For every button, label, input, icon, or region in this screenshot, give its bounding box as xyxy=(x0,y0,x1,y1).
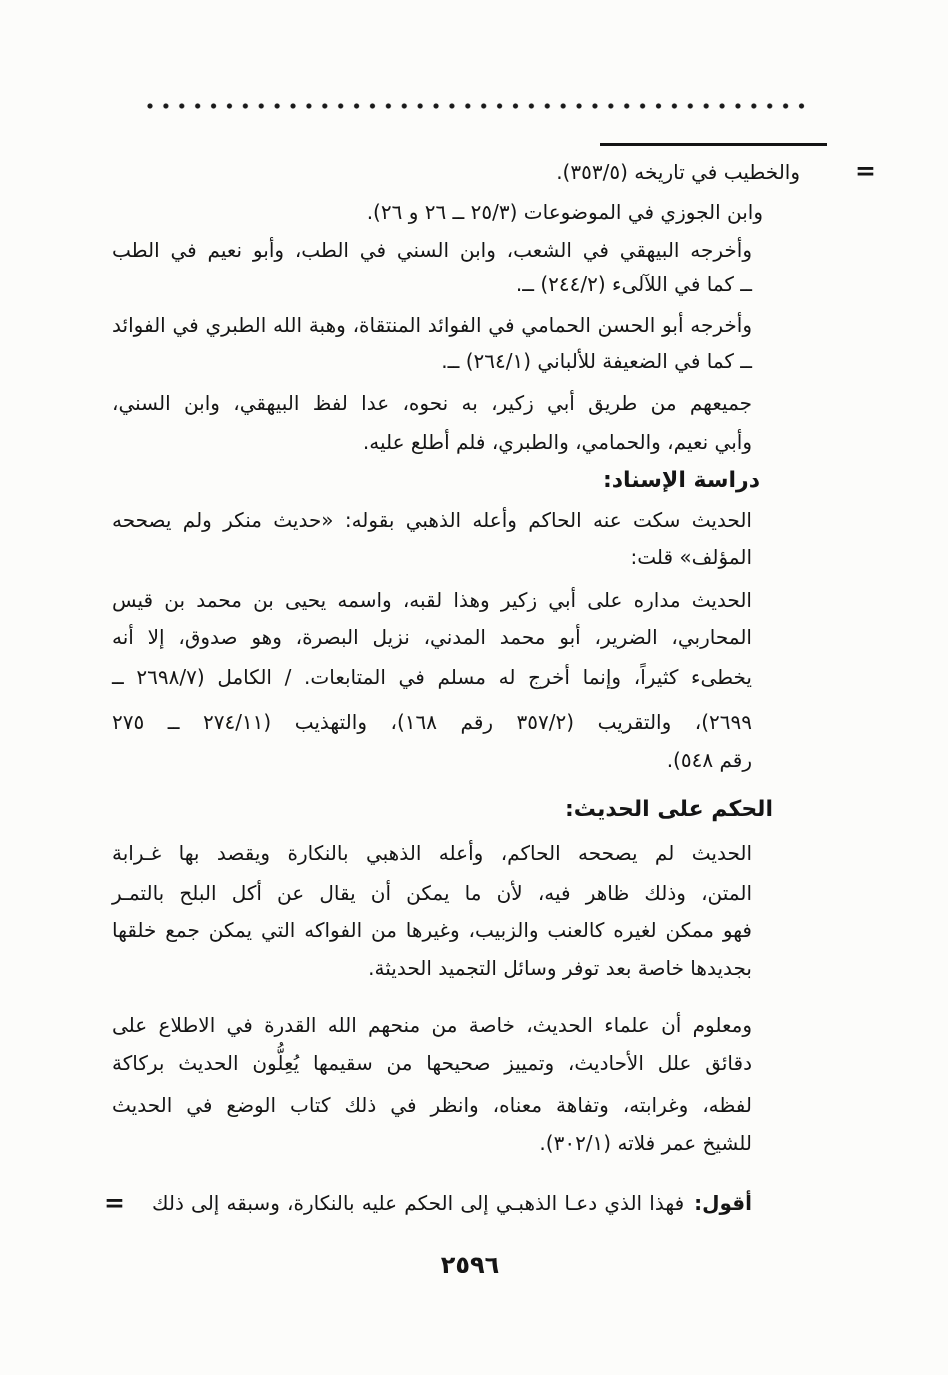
section-heading-isnad-study: دراسة الإسناد: xyxy=(602,468,760,493)
footnote-continuation-mark-bottom: = xyxy=(104,1188,125,1217)
body-line: ومعلوم أن علماء الحديث، خاصة من منحهم الله القدرة في الاطلاع على xyxy=(112,1013,752,1037)
body-line: رقم ٥٤٨). xyxy=(666,748,752,772)
footnote-line: وأخرجه أبو الحسن الحمامي في الفوائد المنتقاة، وهبة الله الطبري في الفوائد xyxy=(112,313,752,337)
body-line: الحديث سكت عنه الحاكم وأعله الذهبي بقوله: «حديث منكر ولم يصححه xyxy=(112,508,752,532)
footnote-line: وابن الجوزي في الموضوعات (٢٥/٣ ــ ٢٦ و ٢٦). xyxy=(366,200,763,224)
body-line: المؤلف» قلت: xyxy=(630,545,752,569)
body-line: ٢٦٩٩)، والتقريب (٣٥٧/٢ رقم ١٦٨)، والتهذيب (٢٧٤/١١ ــ ٢٧٥ xyxy=(112,710,753,734)
body-line: بجديدها خاصة بعد توفر وسائل التجميد الحديثة. xyxy=(368,956,752,980)
body-line: فهو ممكن لغيره كالعنب والزبيب، وغيرها من الفواكه التي يمكن جمع خلقها xyxy=(112,918,752,942)
footnote-line: ــ كما في الضعيفة للألباني (٢٦٤/١) ــ. xyxy=(441,349,752,373)
closing-line xyxy=(152,1183,752,1223)
footnote-line: والخطيب في تاريخه (٣٥٣/٥). xyxy=(556,160,800,184)
footnote-line: جميعهم من طريق أبي زكير، به نحوه، عدا لفظ البيهقي، وابن السني، xyxy=(112,391,752,415)
body-line: المتن، وذلك ظاهر فيه، لأن ما يمكن أن يقال عن أكل البلح بالتمـر xyxy=(112,881,752,905)
body-line: المحاربي، الضرير، أبو محمد المدني، نزيل البصرة، وهو صدوق، إلا أنه xyxy=(112,625,752,649)
footnote-line: وأبي نعيم، والحمامي، والطبري، فلم أطلع عليه. xyxy=(362,430,752,454)
footnote-continuation-mark-top: = xyxy=(855,156,876,185)
ellipsis-dotted-line xyxy=(147,103,814,109)
body-line: يخطىء كثيراً، وإنما أخرج له مسلم في المتابعات. / الكامل (٢٦٩٨/٧ ــ xyxy=(112,665,752,689)
footnote-line: وأخرجه البيهقي في الشعب، وابن السني في الطب، وأبو نعيم في الطب xyxy=(112,238,752,262)
body-line: الحديث مداره على أبي زكير وهذا لقبه، واسمه يحيى بن محمد بن قيس xyxy=(112,588,752,612)
section-heading-hadith-judgment: الحكم على الحديث: xyxy=(564,797,773,822)
body-line: دقائق علل الأحاديث، وتمييز صحيحها من سقيمها يُعِلُّون الحديث بركاكة xyxy=(112,1051,752,1075)
body-line: للشيخ عمر فلاته (٣٠٢/١). xyxy=(539,1131,752,1155)
body-line: الحديث لم يصححه الحاكم، وأعله الذهبي بالنكارة ويقصد بها غـرابة xyxy=(112,841,752,865)
footnote-separator-rule xyxy=(600,143,827,146)
closing-rest: فهذا الذي دعـا الذهبـي إلى الحكم عليه بالنكارة، وسبقه إلى ذلك xyxy=(152,1191,685,1215)
body-line: لفظه، وغرابته، وتفاهة معناه، وانظر في ذلك كتاب الوضع في الحديث xyxy=(112,1093,752,1117)
closing-lead: أقول: xyxy=(694,1191,752,1215)
page-number: ٢٥٩٦ xyxy=(440,1251,500,1279)
footnote-line: ــ كما في اللآلىء (٢٤٤/٢) ــ. xyxy=(515,272,752,296)
